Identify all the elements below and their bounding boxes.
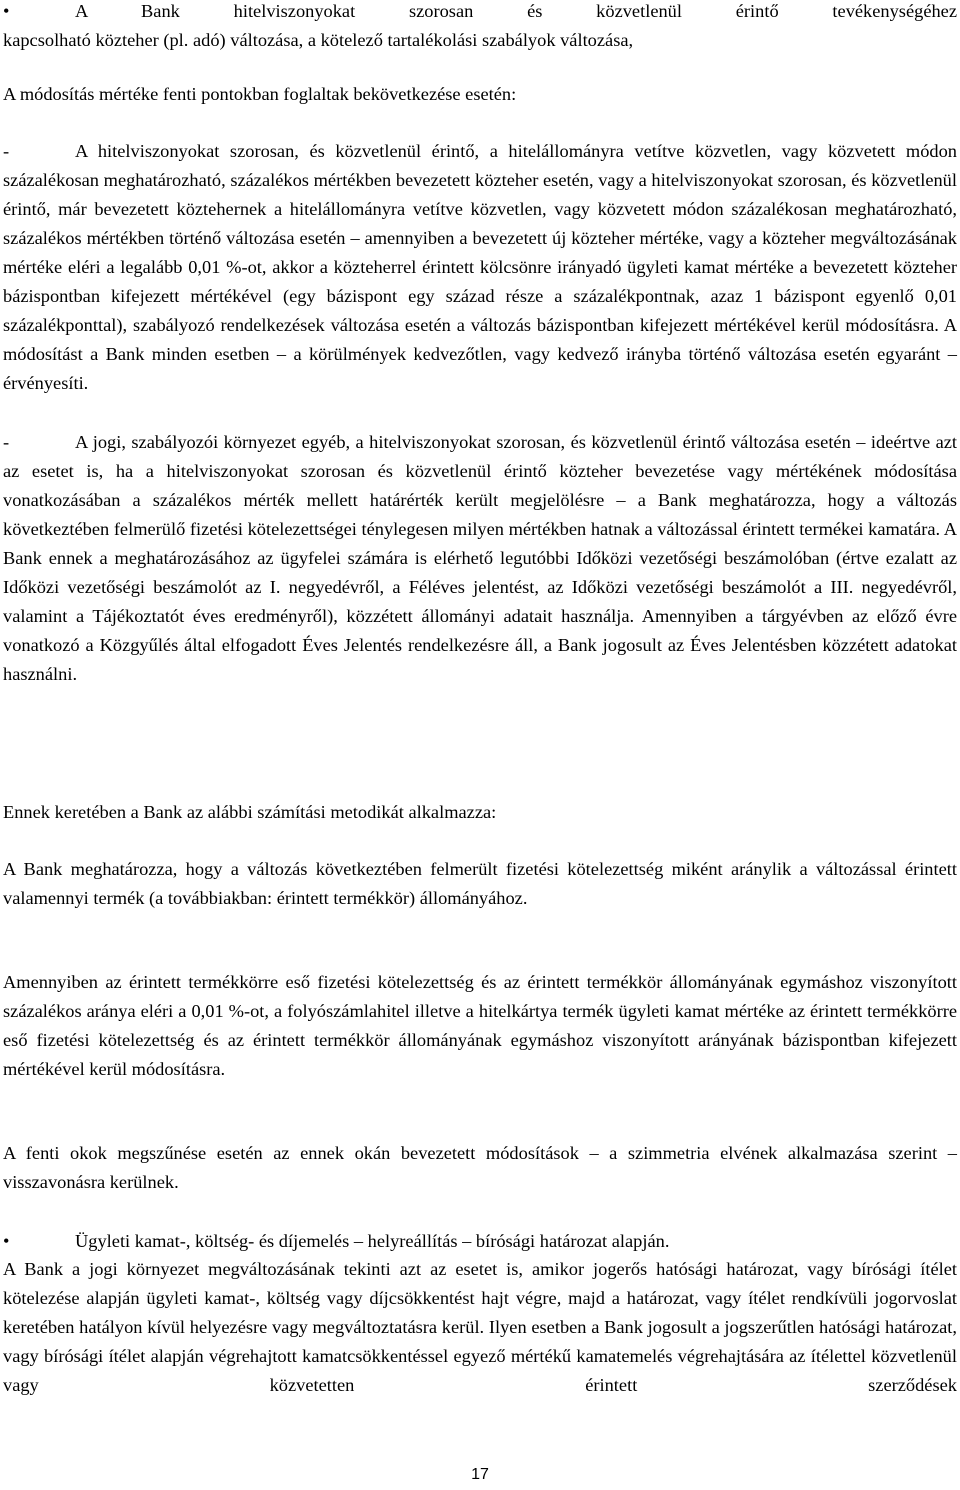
ratio-paragraph: Amennyiben az érintett termékkörre eső fizetési kötelezettség és az érintett termékkör állományának egymáshoz viszonyított százalékos aránya eléri a 0,01 %-ot, a folyószámlahitel illetve a hitelkártya termék ügyleti kamat mértéke az érintett termékkörre eső fizetési kötelezettség és az érintett termékkör állományának egymáshoz viszonyított arányának bázispontban kifejezett mértékével kerül módosításra. bbox=[3, 972, 957, 1079]
page-number: 17 bbox=[471, 1466, 489, 1483]
bullet-marker: • bbox=[3, 1231, 10, 1251]
dash-marker: - bbox=[3, 432, 10, 452]
method-paragraph: Ennek keretében a Bank az alábbi számítási metodikát alkalmazza: bbox=[3, 802, 497, 822]
dash-item-1 bbox=[3, 137, 957, 398]
top-bullet-line-1: A Bank hitelviszonyokat szorosan és közvetlenül érintő tevékenységéhez bbox=[75, 1, 957, 21]
dash-item-2 bbox=[3, 428, 957, 689]
court-paragraph: A Bank a jogi környezet megváltozásának tekinti azt az esetet is, amikor jogerős hatósági határozat, vagy bírósági ítélet kötelezése alapján ügyleti kamat-, költség vagy díjcsökkentést hajt végre, majd a határozat, vagy ítélet rendkívüli jogorvoslat keretében hatályon kívül helyezésre vagy megváltoztatásra kerül. Ilyen esetben a Bank jogosult a jogszerűtlen hatósági határozat, vagy bírósági ítélet alapján végrehajtott kamatcsökkentéssel egyező mértékű kamatemelés végrehajtására az ítélettel közvetlenül vagy közvetetten érintett szerződések bbox=[3, 1259, 957, 1395]
dash-marker: - bbox=[3, 141, 10, 161]
bullet-heading: Ügyleti kamat-, költség- és díjemelés – helyreállítás – bírósági határozat alapján. bbox=[75, 1231, 670, 1251]
top-bullet-line-2: kapcsolható közteher (pl. adó) változása, a kötelező tartalékolási szabályok változása, bbox=[3, 30, 634, 50]
top-bullet-item bbox=[3, 0, 957, 55]
determine-paragraph: A Bank meghatározza, hogy a változás következtében felmerült fizetési kötelezettség miként aránylik a változással érintett valamennyi termék (a továbbiakban: érintett termékkör) állományához. bbox=[3, 859, 957, 908]
dash-item-2-text: A jogi, szabályozói környezet egyéb, a hitelviszonyokat szorosan, és közvetlenül érintő változása esetén – ideértve azt az esetet is, ha a hitelviszonyokat szorosan és közvetlenül érintő közteher bevezetése vagy mértékének módosítása vonatkozásában a százalékos mérték mellett határérték került megjelölésre – a Bank meghatározza, hogy a változás következtében felmerülő fizetési kötelezettségei ténylegesen milyen mértékben hatnak a változással érintett termékei kamatára. A Bank ennek a meghatározásához az ügyfelei számára is elérhető legutóbbi Időközi vezetőségi beszámolóban (értve ezalatt az Időközi vezetőségi beszámolót az I. negyedévről, a Féléves jelentést, az Időközi vezetőségi beszámolót a III. negyedévről, valamint a Tájékoztatót éves eredményről), közzétett állományi adatait használja. Amennyiben a tárgyévben az előző évre vonatkozó a Közgyűlés által elfogadott Éves Jelentés rendelkezésre áll, a Bank jogosult az Éves Jelentésben közzétett adatokat használni. bbox=[3, 432, 957, 684]
intro-line: A módosítás mértéke fenti pontokban foglaltak bekövetkezése esetén: bbox=[3, 84, 517, 104]
dash-item-1-text: A hitelviszonyokat szorosan, és közvetlenül érintő, a hitelállományra vetítve közvetlen, vagy közvetett módon százalékosan meghatározható, százalékos mértékben bevezetett közteher esetén, vagy a hitelviszonyokat szorosan, és közvetlenül érintő, már bevezetett köztehernek a hitelállományra vetítve közvetlen, vagy közvetett módon százalékosan meghatározható, százalékos mértékben történő változása esetén – amennyiben a bevezetett új közteher mértéke, vagy a közteher megváltozásának mértéke eléri a legalább 0,01 %-ot, akkor a közteherrel érintett kölcsönre irányadó ügyleti kamat mértéke a bevezetett közteher bázispontban kifejezett mértékével (egy bázispont egy század része a százalékpontnak, azaz 1 bázispont egyenlő 0,01 százalékponttal), szabályozó rendelkezések változása esetén a változás bázispontban kifejezett mértékével kerül módosításra. A módosítást a Bank minden esetben – a körülmények kedvezőtlen, vagy kedvező irányba történő változása esetén egyaránt – érvényesíti. bbox=[3, 141, 957, 393]
bullet-heading-item bbox=[3, 1227, 957, 1256]
bullet-marker: • bbox=[3, 1, 10, 21]
symmetry-paragraph: A fenti okok megszűnése esetén az ennek okán bevezetett módosítások – a szimmetria elvének alkalmazása szerint – visszavonásra kerülnek. bbox=[3, 1143, 957, 1192]
